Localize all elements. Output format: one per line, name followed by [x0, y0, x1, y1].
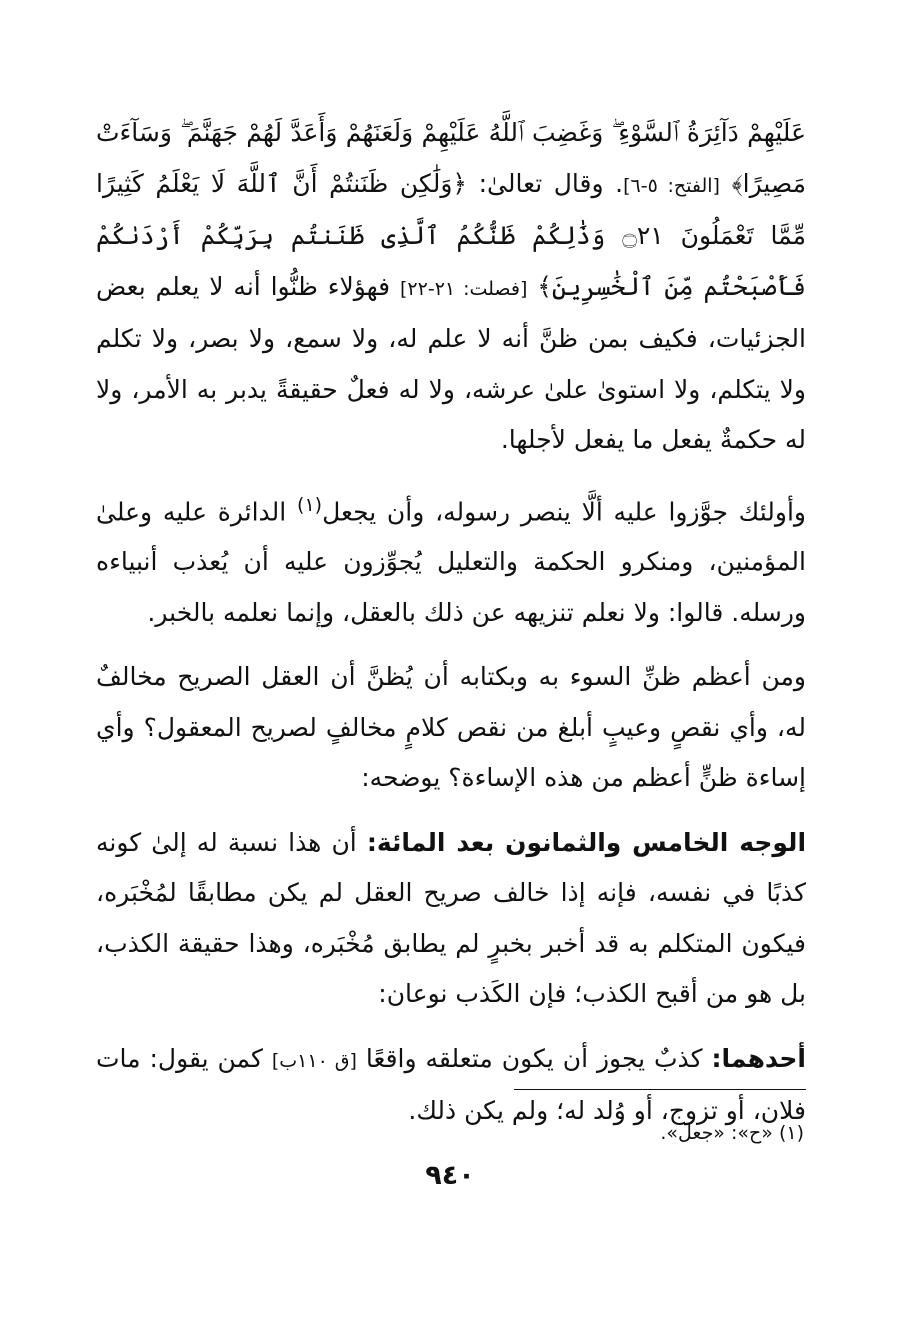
paragraph-4-text: أن هذا نسبة له إلىٰ كونه كذبًا في نفسه، فإنه إذا خالف صريح العقل لم يكن مطابقًا لمُخْبَره، فيكون المتكلم به قد أخبر بخبرٍ لم يطابق مُخْبَره، وهذا حقيقة الكذب، بل هو من أقبح الكذب؛ فإن الكَذب نوعان:: [96, 827, 806, 1009]
paragraph-5-text-a: كذبٌ يجوز أن يكون متعلقه واقعًا: [356, 1043, 712, 1073]
paragraph-1-text-a: . وقال تعالىٰ:: [467, 168, 624, 198]
quran-verse-fussilat: ﴿وَلَٰكِن ظَنَنتُمْ أَنَّ ٱللَّهَ لَا يَعْلَمُ كَثِيرًا مِّمَّا تَعْمَلُونَ ۝٢١ وَذَٰلِكُمْ ظَنُّكُمُ ٱلَّذِى ظَنَنتُم بِرَبِّكُمْ أَرْدَىٰكُمْ فَأَصْبَحْتُم مِّنَ ٱلْخَٰسِرِينَ﴾: [96, 168, 807, 301]
page-number: ٩٤٠: [425, 1160, 475, 1191]
paragraph-1: [96, 108, 806, 466]
footnote-marker[interactable]: (١): [297, 493, 323, 516]
footnote: [660, 1118, 804, 1148]
paragraph-3: [96, 652, 806, 804]
subsection-heading: أحدهما:: [711, 1043, 806, 1073]
paragraph-5-text-b: كمن يقول: مات فلان، أو تزوج، أو وُلد له؛ ولم يكن ذلك.: [96, 1043, 806, 1126]
footnote-separator: [514, 1089, 806, 1090]
page-body: [96, 108, 806, 1151]
paragraph-1-text-b: فهؤلاء ظنُّوا أنه لا يعلم بعض الجزئيات، فكيف بمن ظنَّ أنه لا علم له، ولا سمع، ولا بصر، ولا تكلم ولا يتكلم، ولا استوىٰ علىٰ عرشه، ولا له فعلٌ حقيقةً يدبر به الأمر، ولا له حكمةٌ يفعل ما يفعل لأجلها.: [96, 271, 806, 454]
footnote-number: (١): [778, 1122, 804, 1144]
paragraph-4: [96, 818, 806, 1020]
verse-reference-fussilat: [فصلت: ٢١-٢٢]: [400, 277, 528, 300]
section-heading: الوجه الخامس والثمانون بعد المائة:: [366, 827, 807, 857]
paragraph-2-text-b: الدائرة عليه وعلىٰ المؤمنين، ومنكرو الحكمة والتعليل يُجوِّزون عليه أن يُعذب أنبياءه ورسله. قالوا: ولا نعلم تنزيهه عن ذلك بالعقل، وإنما نعلمه بالخبر.: [96, 496, 806, 627]
quran-verse-al-fath: عَلَيْهِمْ دَآئِرَةُ ٱلسَّوْءِ ۖ وَغَضِبَ ٱللَّهُ عَلَيْهِمْ وَلَعَنَهُمْ وَأَعَدَّ لَهُمْ جَهَنَّمَ ۖ وَسَآءَتْ مَصِيرًا﴾: [96, 118, 806, 198]
verse-reference-al-fath: [الفتح: ٥-٦]: [623, 174, 720, 197]
manuscript-reference: [ق ١١٠ب]: [271, 1049, 357, 1072]
footnote-text: «ح»: «جعل».: [660, 1122, 773, 1144]
paragraph-2: [96, 480, 806, 639]
paragraph-3-text: ومن أعظم ظنِّ السوء به وبكتابه أن يُظنَّ أن العقل الصريح مخالفٌ له، وأي نقصٍ وعيبٍ أبلغ من نقص كلامٍ مخالفٍ لصريح المعقول؟ وأي إساءة ظنٍّ أعظم من هذه الإساءة؟ يوضحه:: [96, 662, 806, 793]
paragraph-2-text-a: وأولئك جوَّزوا عليه ألَّا ينصر رسوله، وأن يجعل: [322, 496, 806, 526]
